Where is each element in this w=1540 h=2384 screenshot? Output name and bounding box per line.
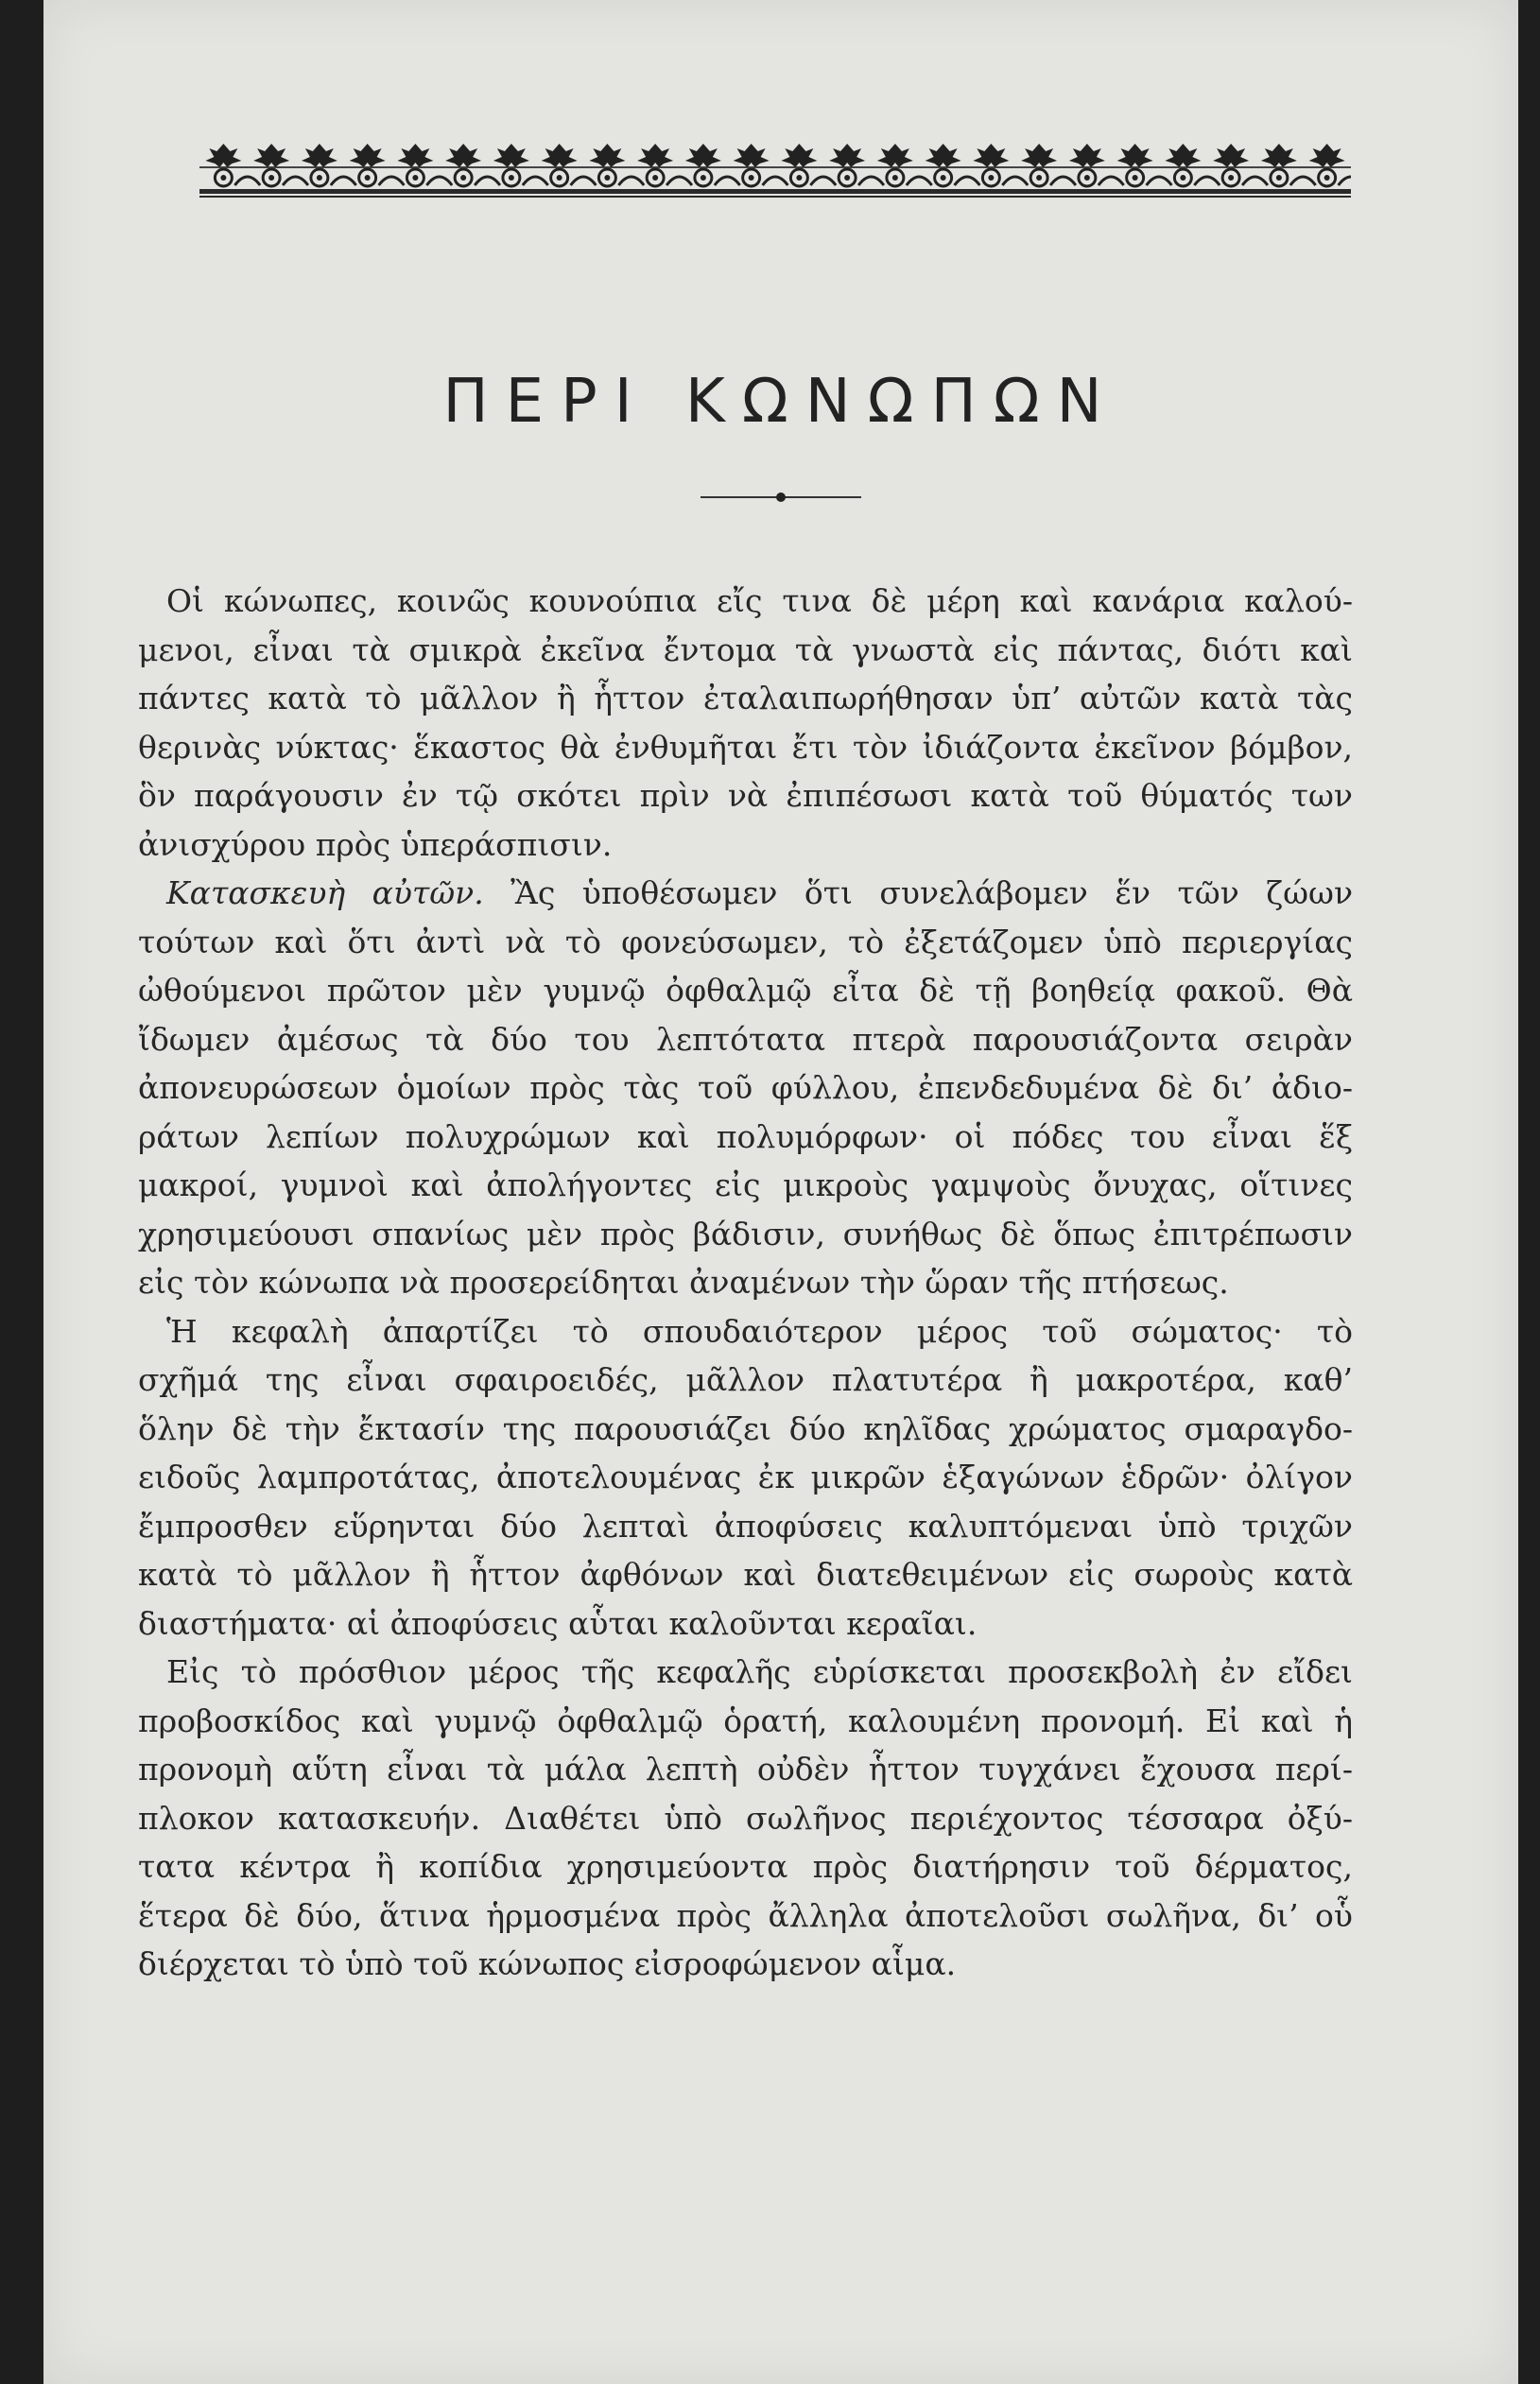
body-text (138, 577, 1353, 1989)
text-line (138, 674, 1353, 723)
ornament-motif-icon (1309, 144, 1351, 186)
text-line (138, 966, 1353, 1015)
text-line (138, 1307, 1353, 1356)
line-text: ὃν παράγουσιν ἐν τῷ σκότει πρὶν νὰ ἐπιπέσωσι κατὰ τοῦ θύματός των (138, 777, 1353, 814)
text-line (138, 1356, 1353, 1405)
line-text: πάντες κατὰ τὸ μᾶλλον ἢ ἧττον ἐταλαιπωρήθησαν ὑπ’ αὐτῶν κατὰ τὰς (138, 680, 1353, 717)
ornament-motif-icon (493, 144, 548, 186)
text-line (138, 1502, 1353, 1551)
ornamental-header-band (199, 140, 1351, 199)
ornament-motif-icon (1069, 144, 1124, 186)
ornament-motif-icon (877, 144, 932, 186)
ornament-motif-icon (734, 144, 788, 186)
ornament-motif-icon (1213, 144, 1268, 186)
line-text: Εἰς τὸ πρόσθιον μέρος τῆς κεφαλῆς εὑρίσκεται προσεκβολὴ ἐν εἴδει (166, 1653, 1353, 1690)
line-text: μενοι, εἶναι τὰ σμικρὰ ἐκεῖνα ἔντομα τὰ γνωστὰ εἰς πάντας, διότι καὶ (138, 631, 1353, 668)
book-page (43, 0, 1518, 2384)
line-text: προβοσκίδος καὶ γυμνῷ ὀφθαλμῷ ὁρατή, καλουμένη προνομή. Εἰ καὶ ἡ (138, 1702, 1353, 1739)
text-line (138, 1161, 1353, 1210)
text-line (138, 1794, 1353, 1843)
text-line (138, 771, 1353, 821)
ornament-motif-icon (781, 144, 836, 186)
text-line (138, 723, 1353, 772)
line-text: Ἂς ὑποθέσωμεν ὅτι συνελάβομεν ἕν τῶν ζώων (483, 874, 1353, 911)
ornament-motif-icon (589, 144, 644, 186)
line-text: τατα κέντρα ἢ κοπίδια χρησιμεύοντα πρὸς διατήρησιν τοῦ δέρματος, (138, 1848, 1353, 1885)
ornament-motif-icon (685, 144, 740, 186)
text-line (138, 1940, 1353, 1989)
line-text: ἀπονευρώσεων ὁμοίων πρὸς τὰς τοῦ φύλλου, ἐπενδεδυμένα δὲ δι’ ἀδιο- (138, 1069, 1353, 1106)
ornament-motif-icon (445, 144, 500, 186)
ornament-motif-icon (302, 144, 356, 186)
line-text: διαστήματα· αἱ ἀποφύσεις αὗται καλοῦνται κεραῖαι. (138, 1604, 978, 1642)
section-heading-inline: Κατασκευὴ αὐτῶν. (166, 874, 484, 911)
text-line (138, 577, 1353, 626)
line-text: ράτων λεπίων πολυχρώμων καὶ πολυμόρφων· οἱ πόδες του εἶναι ἕξ (138, 1117, 1353, 1155)
line-text: σχῆμά της εἶναι σφαιροειδές, μᾶλλον πλατυτέρα ἢ μακροτέρα, καθ’ (138, 1361, 1353, 1398)
line-text: ἔμπροσθεν εὕρηνται δύο λεπταὶ ἀποφύσεις καλυπτόμεναι ὑπὸ τριχῶν (138, 1507, 1353, 1545)
line-text: ὅλην δὲ τὴν ἔκτασίν της παρουσιάζει δύο κηλῖδας χρώματος σμαραγδο- (138, 1409, 1353, 1447)
text-line (138, 1258, 1353, 1307)
line-text: μακροί, γυμνοὶ καὶ ἀπολήγοντες εἰς μικροὺς γαμψοὺς ὄνυχας, οἵτινες (138, 1166, 1353, 1203)
text-line (138, 1550, 1353, 1599)
ornament-motif-icon (1165, 144, 1220, 186)
ornament-motif-icon (205, 144, 260, 186)
line-text: εἰς τὸν κώνωπα νὰ προσερείδηται ἀναμένων τὴν ὥραν τῆς πτήσεως. (138, 1264, 1229, 1301)
ornament-motif-icon (350, 144, 405, 186)
line-text: προνομὴ αὕτη εἶναι τὰ μάλα λεπτὴ οὐδὲν ἧττον τυγχάνει ἔχουσα περί- (138, 1751, 1353, 1788)
line-text: Ἡ κεφαλὴ ἀπαρτίζει τὸ σπουδαιότερον μέρος τοῦ σώματος· τὸ (166, 1312, 1353, 1350)
ornament-motif-icon (1117, 144, 1172, 186)
text-line (138, 1697, 1353, 1746)
ornament-motif-icon (253, 144, 308, 186)
text-line (138, 1113, 1353, 1162)
divider-dot-icon (776, 492, 786, 502)
text-line (138, 1405, 1353, 1454)
text-line (138, 821, 1353, 870)
ornament-motif-icon (1261, 144, 1316, 186)
text-line (138, 1063, 1353, 1113)
ornament-motif-icon (637, 144, 692, 186)
line-text: θερινὰς νύκτας· ἕκαστος θὰ ἐνθυμῆται ἔτι τὸν ἰδιάζοντα ἐκεῖνον βόμβον, (138, 728, 1353, 766)
ornament-motif-icon (926, 144, 980, 186)
line-text: κατὰ τὸ μᾶλλον ἢ ἧττον ἀφθόνων καὶ διατεθειμένων εἰς σωροὺς κατὰ (138, 1556, 1353, 1593)
text-line (138, 1842, 1353, 1892)
text-line (138, 1453, 1353, 1502)
line-text: ἕτερα δὲ δύο, ἅτινα ἡρμοσμένα πρὸς ἄλληλα ἀποτελοῦσι σωλῆνα, δι’ οὗ (138, 1896, 1353, 1934)
line-text: χρησιμεύουσι σπανίως μὲν πρὸς βάδισιν, συνήθως δὲ ὅπως ἐπιτρέπωσιν (138, 1215, 1353, 1252)
text-line (138, 1648, 1353, 1697)
text-line (138, 626, 1353, 675)
line-text: ὠθούμενοι πρῶτον μὲν γυμνῷ ὀφθαλμῷ εἶτα δὲ τῇ βοηθείᾳ φακοῦ. Θὰ (138, 972, 1353, 1009)
line-text: τούτων καὶ ὅτι ἀντὶ νὰ τὸ φονεύσωμεν, τὸ ἐξετάζομεν ὑπὸ περιεργίας (138, 923, 1353, 960)
ornament-motif-icon (1021, 144, 1076, 186)
ornament-motif-icon (829, 144, 884, 186)
ornament-motif-icon (973, 144, 1028, 186)
line-text: ἴδωμεν ἀμέσως τὰ δύο του λεπτότατα πτερὰ παρουσιάζοντα σειρὰν (138, 1020, 1353, 1058)
title-divider (43, 490, 1518, 505)
line-text: ειδοῦς λαμπροτάτας, ἀποτελουμένας ἐκ μικρῶν ἑξαγώνων ἑδρῶν· ὀλίγον (138, 1459, 1353, 1495)
ornament-motif-icon (397, 144, 452, 186)
text-line (138, 1745, 1353, 1794)
line-text: ἀνισχύρου πρὸς ὑπεράσπισιν. (138, 825, 613, 863)
line-text: διέρχεται τὸ ὑπὸ τοῦ κώνωπος εἰσροφώμενον αἷμα. (138, 1945, 957, 1982)
page-title: ΠΕΡΙ ΚΩΝΩΠΩΝ (442, 367, 1119, 437)
text-line (138, 1015, 1353, 1064)
text-line (138, 918, 1353, 967)
text-line (138, 1892, 1353, 1941)
line-text: πλοκον κατασκευήν. Διαθέτει ὑπὸ σωλῆνος περιέχοντος τέσσαρα ὀξύ- (138, 1799, 1353, 1837)
text-line (138, 869, 1353, 918)
text-line (138, 1599, 1353, 1649)
line-text: Οἱ κώνωπες, κοινῶς κουνούπια εἴς τινα δὲ μέρη καὶ κανάρια καλού- (166, 582, 1353, 619)
ornament-motif-icon (542, 144, 597, 186)
text-line (138, 1210, 1353, 1259)
